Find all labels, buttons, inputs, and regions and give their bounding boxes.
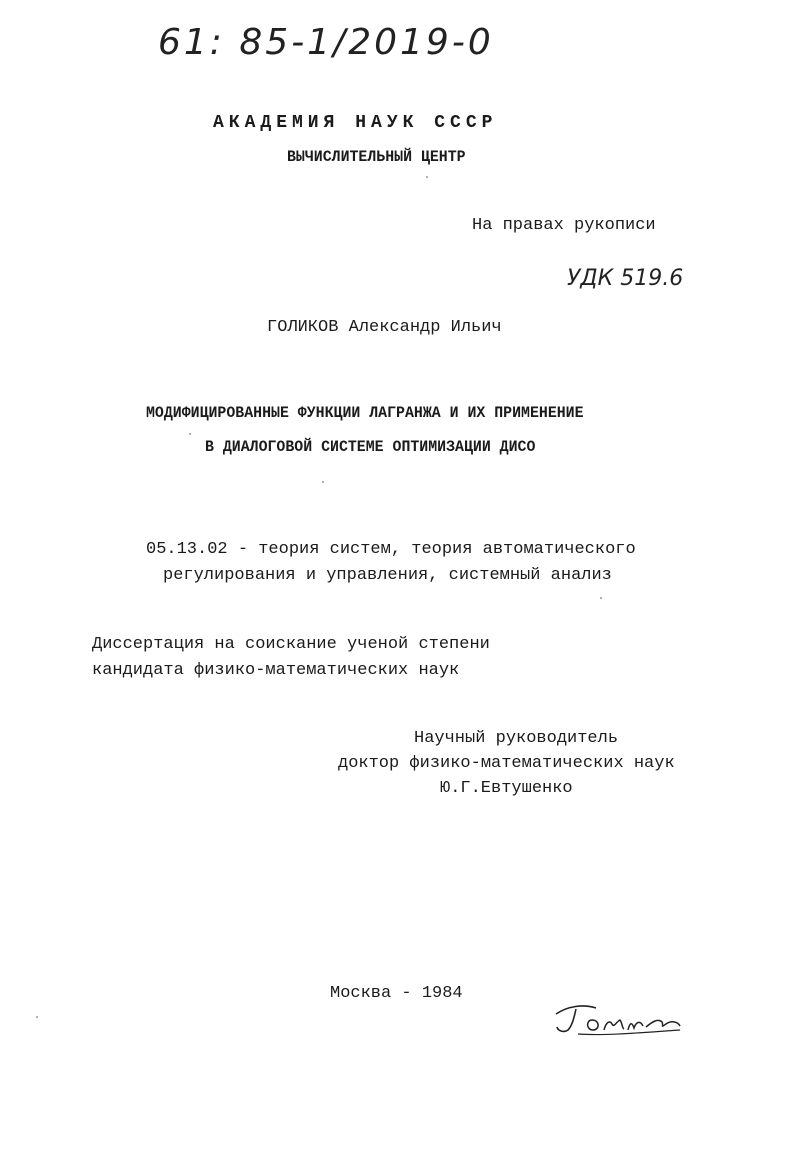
scan-speck xyxy=(189,433,191,435)
thesis-title-line-2: В ДИАЛОГОВОЙ СИСТЕМЕ ОПТИМИЗАЦИИ ДИСО xyxy=(205,438,536,456)
supervisor-name: Ю.Г.Евтушенко xyxy=(440,779,573,798)
archive-code: 61: 85-1/2019-0 xyxy=(158,22,494,63)
rights-note: На правах рукописи xyxy=(472,216,656,235)
academy-heading: АКАДЕМИЯ НАУК СССР xyxy=(213,113,498,133)
supervisor-degree: доктор физико-математических наук xyxy=(338,754,675,773)
scan-speck xyxy=(36,1016,38,1018)
specialty-line-2: регулирования и управления, системный анализ xyxy=(163,566,612,585)
thesis-title-line-1: МОДИФИЦИРОВАННЫЕ ФУНКЦИИ ЛАГРАНЖА И ИХ ПРИМЕНЕНИЕ xyxy=(146,404,584,422)
specialty-line-1: 05.13.02 - теория систем, теория автоматического xyxy=(146,540,636,559)
place-year: Москва - 1984 xyxy=(330,984,463,1003)
author-name: ГОЛИКОВ Александр Ильич xyxy=(267,318,502,337)
degree-line-1: Диссертация на соискание ученой степени xyxy=(92,635,490,654)
scan-speck xyxy=(426,176,428,178)
udc-code: УДК 519.6 xyxy=(567,266,684,291)
degree-line-2: кандидата физико-математических наук xyxy=(92,661,460,680)
supervisor-role: Научный руководитель xyxy=(414,729,619,748)
librarian-signature xyxy=(548,1000,688,1040)
scan-speck xyxy=(322,481,324,483)
scan-speck xyxy=(600,597,602,599)
center-heading: ВЫЧИСЛИТЕЛЬНЫЙ ЦЕНТР xyxy=(287,148,466,166)
